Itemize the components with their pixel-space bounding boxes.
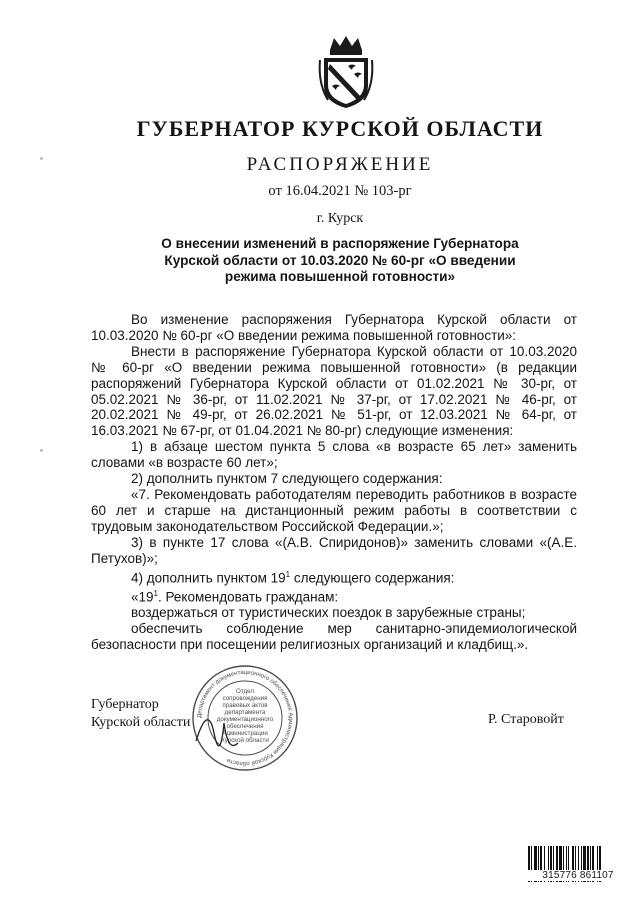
body-paragraph: Внести в распоряжение Губернатора Курской области от 10.03.2020 № 60-рг «О введении режима повышенной готовности» (в редакции распоряжений Губернатора Курской области от 01.02.2021 № 30-рг, от 05.02.2021 № 36-рг, от 11.02.2021 № 37-рг, от 17.02.2021 № 46-рг, от 20.02.2021 № 49-рг, от 26.02.2021 № 51-рг, от 12.03.2021 № 64-рг, от 16.03.2021 № 67-рг, от 01.04.2021 № 80-рг) следующие изменения:	[91, 343, 577, 439]
body-paragraph: 1) в абзаце шестом пункта 5 слова «в возрасте 65 лет» заменить словами «в возрасте 60 лет»;	[91, 439, 577, 471]
stamp-inner-text: сопровождения	[222, 695, 268, 702]
stamp-inner-text: обеспечения	[226, 723, 264, 730]
official-stamp	[190, 663, 300, 773]
signatory-title	[91, 696, 190, 732]
paragraph-text: 4) дополнить пунктом 19	[131, 570, 286, 585]
paragraph-text: . Рекомендовать гражданам:	[157, 589, 339, 605]
stamp-inner-text: документационного	[216, 716, 274, 723]
document-city: г. Курск	[316, 211, 364, 226]
signatory-title-line: Курской области	[91, 715, 191, 730]
stamp-inner-text: Отдел	[236, 688, 254, 695]
scan-mark	[40, 157, 43, 160]
issuer-title: ГУБЕРНАТОР КУРСКОЙ ОБЛАСТИ	[136, 116, 544, 141]
body-paragraph: обеспечить соблюдение мер санитарно-эпидемиологической безопасности при посещении религиозных организаций и кладбищ.».	[91, 621, 577, 653]
barcode-number: 315776 861107	[528, 870, 628, 881]
stamp-inner-text: Курской области	[221, 737, 269, 744]
paragraph-text: следующего содержания:	[290, 570, 455, 585]
scan-mark	[40, 449, 43, 452]
coat-of-arms-icon	[318, 34, 374, 110]
paragraph-text: «19	[131, 589, 154, 605]
document-body	[91, 312, 577, 653]
subject-line: О внесении изменений в распоряжение Губернатора	[161, 236, 519, 251]
body-paragraph: 3) в пункте 17 слова «(А.В. Спиридонов)» заменить словами «(А.Е. Петухов)»;	[91, 534, 577, 566]
superscript: 1	[285, 569, 291, 579]
body-paragraph: Во изменение распоряжения Губернатора Курской области от 10.03.2020 № 60-рг «О введении режима повышенной готовности»:	[91, 312, 577, 343]
body-paragraph	[91, 567, 577, 586]
document-subject	[150, 236, 530, 286]
body-paragraph: 2) дополнить пунктом 7 следующего содержания:	[131, 471, 443, 487]
signatory-title-line: Губернатор	[91, 697, 159, 712]
stamp-inner-text: правовых актов	[222, 702, 268, 709]
document-date-number: от 16.04.2021 № 103-рг	[268, 183, 412, 199]
subject-line: Курской области от 10.03.2020 № 60-рг «О введении	[164, 252, 516, 268]
body-paragraph: воздержаться от туристических поездок в зарубежные страны;	[131, 605, 526, 621]
subject-line: режима повышенной готовности»	[224, 269, 456, 284]
signatory-name: Р. Старовойт	[488, 712, 564, 727]
body-paragraph	[91, 586, 577, 605]
superscript: 1	[153, 588, 158, 598]
stamp-inner-text: Администрации	[222, 730, 268, 737]
document-type: РАСПОРЯЖЕНИЕ	[246, 154, 434, 175]
body-paragraph: «7. Рекомендовать работодателям переводить работников в возрасте 60 лет и старше на дистанционный режим работы в соответствии с трудовым законодательством Российской Федерации.»;	[91, 486, 577, 534]
stamp-inner-text: департамента	[224, 709, 266, 716]
stamp-ring-text: Департамент документационного обеспечения Администрации Курской области	[196, 669, 294, 767]
